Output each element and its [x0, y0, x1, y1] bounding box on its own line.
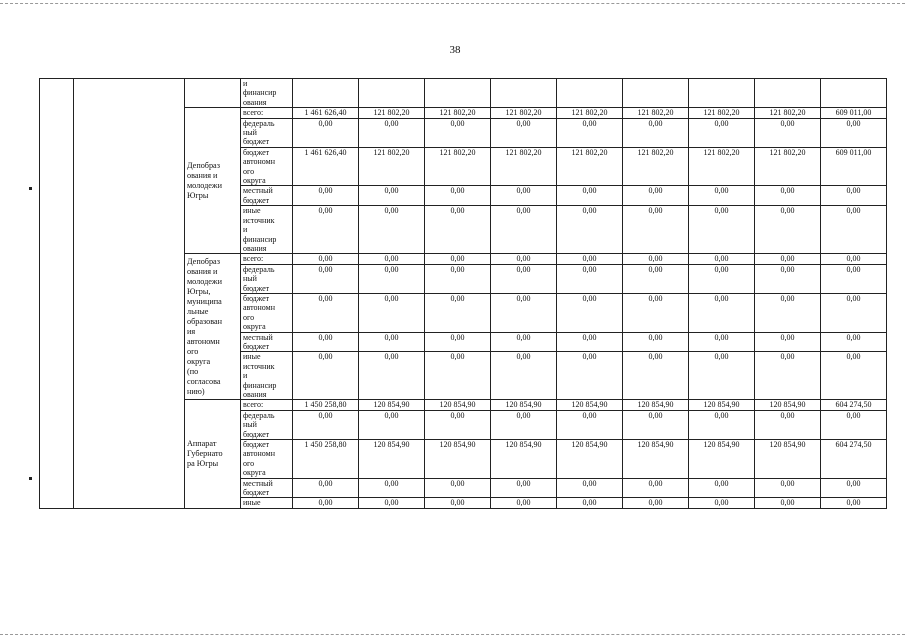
value-cell: 0,00 — [623, 498, 689, 508]
value-cell — [689, 79, 755, 108]
text-line: ования — [243, 97, 267, 107]
source-cell — [241, 478, 293, 498]
margin-mark — [29, 187, 32, 190]
value-cell: 0,00 — [425, 410, 491, 439]
value-cell: 0,00 — [359, 410, 425, 439]
text-line: финансир — [243, 88, 277, 98]
text-line: Депобраз — [187, 256, 220, 266]
text-line: иные — [243, 498, 261, 508]
value-cell: 0,00 — [557, 293, 623, 332]
text-line: бюджет — [243, 429, 270, 439]
value-cell: 0,00 — [491, 410, 557, 439]
source-cell — [241, 410, 293, 439]
value-cell: 0,00 — [821, 254, 887, 264]
value-cell: 0,00 — [755, 264, 821, 293]
value-cell: 1 461 626,40 — [293, 108, 359, 118]
value-cell: 121 802,20 — [557, 147, 623, 186]
source-cell — [241, 147, 293, 186]
text-line: льные — [187, 306, 209, 316]
text-line: федераль — [243, 118, 275, 128]
value-cell: 0,00 — [623, 206, 689, 254]
text-line: бюджет — [243, 293, 270, 303]
value-cell: 0,00 — [359, 352, 425, 400]
source-cell — [241, 79, 293, 108]
value-cell: 0,00 — [293, 118, 359, 147]
value-cell: 121 802,20 — [689, 147, 755, 186]
value-cell: 120 854,90 — [359, 400, 425, 410]
text-line: Югры, — [187, 286, 211, 296]
value-cell: 0,00 — [689, 118, 755, 147]
value-cell: 0,00 — [491, 498, 557, 508]
value-cell: 121 802,20 — [623, 147, 689, 186]
value-cell: 0,00 — [689, 254, 755, 264]
value-cell: 120 854,90 — [491, 400, 557, 410]
org-cell — [185, 254, 241, 400]
text-line: ого — [243, 458, 255, 468]
text-line: ный — [243, 128, 257, 138]
value-cell: 0,00 — [359, 332, 425, 352]
value-cell — [755, 79, 821, 108]
value-cell: 120 854,90 — [491, 440, 557, 479]
value-cell: 0,00 — [491, 264, 557, 293]
value-cell: 120 854,90 — [425, 440, 491, 479]
value-cell: 0,00 — [359, 498, 425, 508]
text-line: нию) — [187, 386, 205, 396]
value-cell: 0,00 — [293, 206, 359, 254]
text-line: Югры — [187, 190, 209, 200]
value-cell: 0,00 — [689, 352, 755, 400]
text-line: и — [243, 79, 248, 88]
value-cell: 0,00 — [425, 478, 491, 498]
value-cell — [557, 79, 623, 108]
text-line: Аппарат — [187, 439, 217, 449]
source-cell — [241, 206, 293, 254]
value-cell: 0,00 — [623, 352, 689, 400]
text-line: ования и — [187, 266, 218, 276]
value-cell: 0,00 — [689, 264, 755, 293]
source-cell — [241, 254, 293, 264]
text-line: Депобраз — [187, 160, 220, 170]
value-cell: 121 802,20 — [623, 108, 689, 118]
value-cell: 0,00 — [689, 186, 755, 206]
value-cell: 0,00 — [689, 478, 755, 498]
value-cell: 1 450 258,80 — [293, 400, 359, 410]
scan-bottom-edge — [0, 634, 905, 635]
text-line: округа — [243, 322, 266, 332]
source-cell — [241, 498, 293, 508]
value-cell — [623, 79, 689, 108]
text-line: и — [243, 371, 248, 381]
value-cell: 0,00 — [359, 478, 425, 498]
text-line: иные — [243, 352, 261, 362]
value-cell: 609 011,00 — [821, 147, 887, 186]
table-row — [40, 79, 887, 108]
value-cell: 121 802,20 — [359, 147, 425, 186]
text-line: округа — [187, 356, 211, 366]
value-cell: 0,00 — [821, 498, 887, 508]
value-cell: 0,00 — [755, 186, 821, 206]
text-line: ого — [243, 312, 255, 322]
value-cell: 121 802,20 — [425, 108, 491, 118]
text-line: автономн — [243, 303, 275, 313]
scan-top-edge — [0, 3, 905, 4]
value-cell: 0,00 — [755, 498, 821, 508]
value-cell: 0,00 — [359, 206, 425, 254]
text-line: местный — [243, 478, 273, 488]
margin-mark — [29, 477, 32, 480]
value-cell: 609 011,00 — [821, 108, 887, 118]
text-line: согласова — [187, 376, 221, 386]
value-cell: 0,00 — [293, 186, 359, 206]
text-line: (по — [187, 366, 199, 376]
value-cell — [425, 79, 491, 108]
text-line: и — [243, 225, 248, 235]
value-cell: 0,00 — [821, 206, 887, 254]
blank-col-1 — [40, 79, 74, 509]
value-cell: 0,00 — [359, 118, 425, 147]
value-cell: 0,00 — [293, 498, 359, 508]
value-cell: 0,00 — [425, 118, 491, 147]
value-cell: 120 854,90 — [755, 440, 821, 479]
text-line: бюджет — [243, 440, 270, 450]
page-number: 38 — [449, 44, 461, 56]
value-cell: 0,00 — [689, 332, 755, 352]
value-cell: 0,00 — [557, 254, 623, 264]
value-cell: 0,00 — [491, 293, 557, 332]
text-line: иные — [243, 206, 261, 216]
text-line: ра Югры — [187, 459, 219, 469]
value-cell: 121 802,20 — [755, 147, 821, 186]
text-line: всего: — [243, 254, 264, 264]
budget-table — [39, 78, 887, 509]
source-cell — [241, 332, 293, 352]
text-line: бюджет — [243, 283, 270, 293]
text-line: федераль — [243, 264, 275, 274]
text-line: местный — [243, 332, 273, 342]
value-cell: 0,00 — [293, 352, 359, 400]
value-cell: 120 854,90 — [623, 400, 689, 410]
value-cell: 0,00 — [755, 254, 821, 264]
value-cell: 0,00 — [425, 293, 491, 332]
value-cell: 0,00 — [623, 293, 689, 332]
value-cell: 0,00 — [623, 118, 689, 147]
value-cell: 0,00 — [425, 206, 491, 254]
text-line: бюджет — [243, 137, 270, 147]
value-cell: 0,00 — [293, 410, 359, 439]
source-cell — [241, 108, 293, 118]
value-cell: 0,00 — [425, 254, 491, 264]
value-cell: 604 274,50 — [821, 400, 887, 410]
value-cell: 121 802,20 — [491, 147, 557, 186]
value-cell: 120 854,90 — [557, 440, 623, 479]
text-line: ия — [187, 326, 196, 336]
text-line: молодежи — [187, 180, 222, 190]
value-cell: 1 450 258,80 — [293, 440, 359, 479]
value-cell: 0,00 — [557, 478, 623, 498]
value-cell: 0,00 — [491, 254, 557, 264]
value-cell: 0,00 — [557, 410, 623, 439]
value-cell: 0,00 — [623, 186, 689, 206]
value-cell: 121 802,20 — [689, 108, 755, 118]
text-line: всего: — [243, 400, 264, 410]
value-cell: 0,00 — [821, 352, 887, 400]
text-line: источник — [243, 215, 275, 225]
text-line: муниципа — [187, 296, 222, 306]
text-line: молодежи — [187, 276, 222, 286]
source-cell — [241, 264, 293, 293]
value-cell: 120 854,90 — [359, 440, 425, 479]
value-cell: 0,00 — [557, 186, 623, 206]
value-cell: 0,00 — [425, 186, 491, 206]
org-cell — [185, 108, 241, 254]
text-line: ования — [243, 243, 267, 253]
source-cell — [241, 118, 293, 147]
value-cell: 0,00 — [821, 332, 887, 352]
value-cell: 0,00 — [623, 254, 689, 264]
value-cell: 121 802,20 — [491, 108, 557, 118]
value-cell: 0,00 — [557, 498, 623, 508]
value-cell: 0,00 — [491, 118, 557, 147]
text-line: федераль — [243, 410, 275, 420]
value-cell: 0,00 — [557, 352, 623, 400]
value-cell: 0,00 — [293, 478, 359, 498]
value-cell: 0,00 — [755, 293, 821, 332]
value-cell: 0,00 — [623, 410, 689, 439]
text-line: образован — [187, 316, 223, 326]
value-cell: 0,00 — [293, 293, 359, 332]
value-cell: 0,00 — [623, 264, 689, 293]
value-cell: 120 854,90 — [425, 400, 491, 410]
text-line: автономн — [187, 336, 220, 346]
source-cell — [241, 440, 293, 479]
blank-col-2 — [74, 79, 185, 509]
value-cell: 0,00 — [425, 498, 491, 508]
value-cell: 0,00 — [359, 264, 425, 293]
text-line: ого — [243, 166, 255, 176]
value-cell: 0,00 — [623, 478, 689, 498]
text-line: бюджет — [243, 195, 270, 205]
source-cell — [241, 400, 293, 410]
text-line: округа — [243, 176, 266, 186]
value-cell: 0,00 — [359, 254, 425, 264]
value-cell: 0,00 — [557, 264, 623, 293]
source-cell — [241, 186, 293, 206]
value-cell: 0,00 — [821, 293, 887, 332]
value-cell: 0,00 — [755, 118, 821, 147]
text-line: источник — [243, 361, 275, 371]
text-line: бюджет — [243, 341, 270, 351]
value-cell: 0,00 — [755, 478, 821, 498]
value-cell: 120 854,90 — [623, 440, 689, 479]
value-cell: 0,00 — [689, 410, 755, 439]
value-cell: 0,00 — [425, 264, 491, 293]
text-line: бюджет — [243, 488, 270, 498]
value-cell: 1 461 626,40 — [293, 147, 359, 186]
text-line: Губернато — [187, 449, 223, 459]
text-line: финансир — [243, 234, 277, 244]
value-cell: 121 802,20 — [425, 147, 491, 186]
value-cell: 120 854,90 — [689, 440, 755, 479]
text-line: ования и — [187, 170, 218, 180]
text-line: ования — [243, 390, 267, 399]
value-cell: 0,00 — [425, 352, 491, 400]
org-cell — [185, 79, 241, 108]
value-cell: 604 274,50 — [821, 440, 887, 479]
value-cell: 0,00 — [689, 293, 755, 332]
text-line: округа — [243, 468, 266, 478]
value-cell: 0,00 — [821, 264, 887, 293]
value-cell: 0,00 — [821, 478, 887, 498]
value-cell: 0,00 — [689, 206, 755, 254]
value-cell: 0,00 — [557, 332, 623, 352]
org-cell — [185, 400, 241, 508]
text-line: автономн — [243, 157, 275, 167]
text-line: финансир — [243, 380, 277, 390]
value-cell: 121 802,20 — [755, 108, 821, 118]
value-cell: 0,00 — [821, 186, 887, 206]
value-cell: 121 802,20 — [359, 108, 425, 118]
value-cell: 0,00 — [491, 332, 557, 352]
value-cell — [359, 79, 425, 108]
text-line: ого — [187, 346, 199, 356]
value-cell: 0,00 — [359, 293, 425, 332]
value-cell: 0,00 — [491, 206, 557, 254]
value-cell — [293, 79, 359, 108]
text-line: всего: — [243, 108, 264, 118]
value-cell: 0,00 — [293, 254, 359, 264]
text-line: автономн — [243, 449, 275, 459]
value-cell: 0,00 — [755, 352, 821, 400]
text-line: ный — [243, 274, 257, 284]
value-cell: 0,00 — [491, 186, 557, 206]
value-cell: 120 854,90 — [557, 400, 623, 410]
value-cell: 0,00 — [821, 118, 887, 147]
text-line: местный — [243, 186, 273, 196]
value-cell: 0,00 — [491, 352, 557, 400]
value-cell: 0,00 — [557, 118, 623, 147]
value-cell: 121 802,20 — [557, 108, 623, 118]
value-cell: 0,00 — [359, 186, 425, 206]
value-cell: 0,00 — [689, 498, 755, 508]
value-cell: 0,00 — [623, 332, 689, 352]
budget-table-body — [40, 79, 887, 509]
value-cell: 0,00 — [821, 410, 887, 439]
text-line: бюджет — [243, 147, 270, 157]
value-cell: 0,00 — [425, 332, 491, 352]
value-cell: 0,00 — [755, 206, 821, 254]
value-cell: 0,00 — [755, 332, 821, 352]
value-cell: 0,00 — [755, 410, 821, 439]
source-cell — [241, 293, 293, 332]
value-cell: 0,00 — [491, 478, 557, 498]
value-cell: 0,00 — [293, 332, 359, 352]
value-cell — [491, 79, 557, 108]
value-cell — [821, 79, 887, 108]
value-cell: 0,00 — [557, 206, 623, 254]
value-cell: 120 854,90 — [755, 400, 821, 410]
value-cell: 0,00 — [293, 264, 359, 293]
text-line: ный — [243, 420, 257, 430]
source-cell — [241, 352, 293, 400]
value-cell: 120 854,90 — [689, 400, 755, 410]
